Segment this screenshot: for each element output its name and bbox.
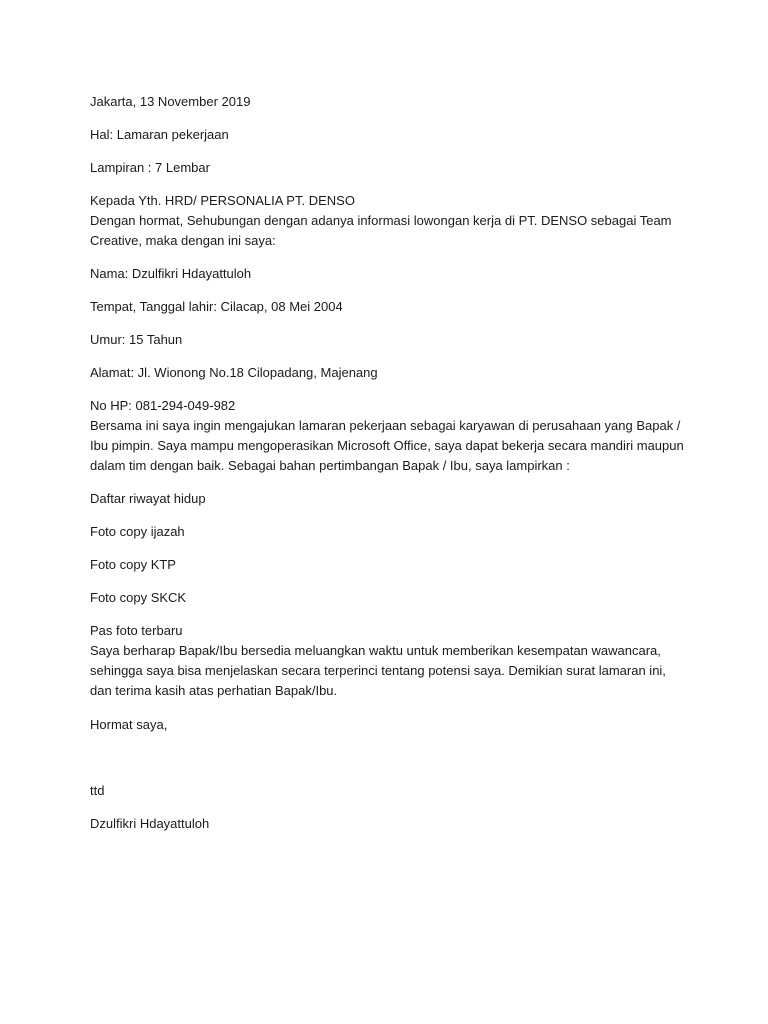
letter-body: Bersama ini saya ingin mengajukan lamaran pekerjaan sebagai karyawan di perusahaan yang Bapak / Ibu pimpin. Saya mampu mengoperasikan Microsoft Office, saya dapat bekerja secara mandiri maupun dalam tim dengan baik. Sebagai bahan pertimbangan Bapak / Ibu, saya lampirkan : bbox=[90, 418, 684, 473]
attachment-item: Pas foto terbaru bbox=[90, 623, 183, 638]
letter-content bbox=[90, 92, 690, 834]
attachment-item: Foto copy SKCK bbox=[90, 590, 187, 605]
signer-name: Dzulfikri Hdayattuloh bbox=[90, 816, 210, 831]
letter-regards: Hormat saya, bbox=[90, 717, 168, 732]
letter-recipient: Kepada Yth. HRD/ PERSONALIA PT. DENSO bbox=[90, 193, 355, 208]
attachment-item: Foto copy KTP bbox=[90, 557, 176, 572]
attachment-item: Daftar riwayat hidup bbox=[90, 491, 206, 506]
letter-closing: Saya berharap Bapak/Ibu bersedia meluangkan waktu untuk memberikan kesempatan wawancara, sehingga saya bisa menjelaskan secara terperinci tentang potensi saya. Demikian surat lamaran ini, dan terima kasih atas perhatian Bapak/Ibu. bbox=[90, 643, 666, 698]
applicant-address: Alamat: Jl. Wionong No.18 Cilopadang, Majenang bbox=[90, 365, 378, 380]
letter-date: Jakarta, 13 November 2019 bbox=[90, 94, 251, 109]
applicant-phone: No HP: 081-294-049-982 bbox=[90, 398, 236, 413]
signature-placeholder: ttd bbox=[90, 783, 105, 798]
letter-attachment-count: Lampiran : 7 Lembar bbox=[90, 160, 210, 175]
applicant-age: Umur: 15 Tahun bbox=[90, 332, 183, 347]
applicant-name: Nama: Dzulfikri Hdayattuloh bbox=[90, 266, 252, 281]
letter-subject: Hal: Lamaran pekerjaan bbox=[90, 127, 229, 142]
letter-opening: Dengan hormat, Sehubungan dengan adanya informasi lowongan kerja di PT. DENSO sebagai Team Creative, maka dengan ini saya: bbox=[90, 213, 672, 248]
attachment-item: Foto copy ijazah bbox=[90, 524, 185, 539]
applicant-birth: Tempat, Tanggal lahir: Cilacap, 08 Mei 2004 bbox=[90, 299, 343, 314]
